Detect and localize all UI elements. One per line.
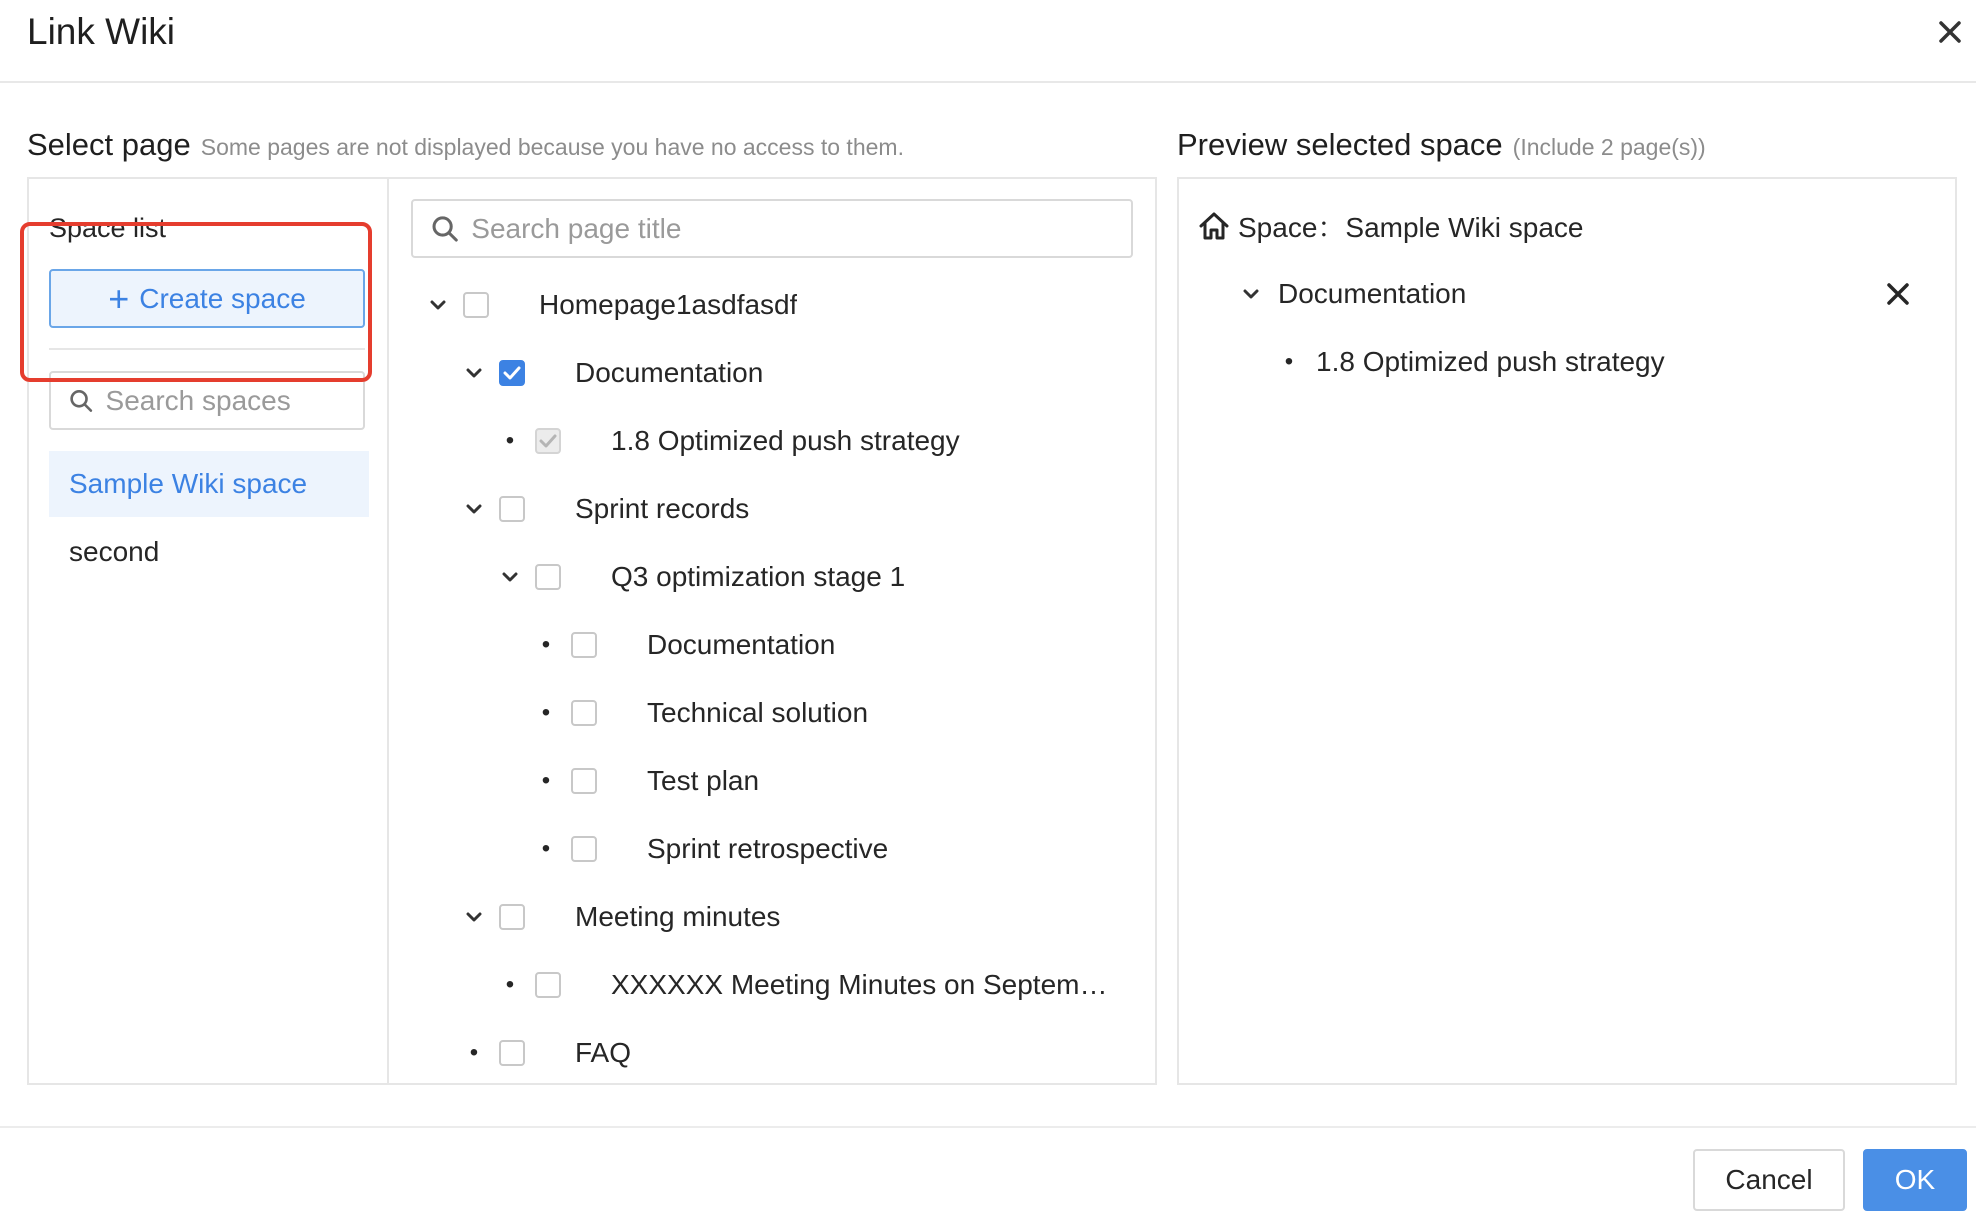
chevron-down-icon <box>502 571 518 583</box>
access-hint: Some pages are not displayed because you have no access to them. <box>200 134 904 160</box>
page-checkbox[interactable] <box>499 1040 525 1066</box>
footer-divider <box>0 1126 1976 1128</box>
expand-toggle[interactable] <box>497 564 523 590</box>
close-icon <box>1930 12 1970 52</box>
expand-toggle[interactable] <box>461 496 487 522</box>
bullet: • <box>541 699 551 726</box>
tree-row-meeting-minutes <box>461 883 780 951</box>
tree-row-homepage <box>425 271 797 339</box>
expand-toggle[interactable] <box>425 292 451 318</box>
page-checkbox[interactable] <box>571 700 597 726</box>
bullet: • <box>505 427 515 454</box>
check-icon <box>503 366 521 380</box>
tree-row-technical-solution <box>533 679 868 747</box>
page-checkbox[interactable] <box>535 972 561 998</box>
expand-toggle[interactable] <box>461 904 487 930</box>
bullet: • <box>469 1039 479 1066</box>
preview-heading <box>1177 125 1706 167</box>
tree-row-label: 1.8 Optimized push strategy <box>611 425 960 456</box>
space-item-sample-wiki[interactable]: Sample Wiki space <box>49 451 369 517</box>
page-search-input[interactable] <box>471 213 1131 245</box>
space-search-input[interactable] <box>106 385 363 417</box>
dialog-title: Link Wiki <box>27 11 176 52</box>
bullet: • <box>541 767 551 794</box>
tree-row-label: XXXXXX Meeting Minutes on Septem… <box>611 969 1108 1000</box>
tree-row-label: Test plan <box>647 765 760 796</box>
tree-row-documentation <box>461 339 763 407</box>
create-space-label: Create space <box>139 282 306 314</box>
bullet: • <box>541 631 551 658</box>
preview-space-label: Space：Sample Wiki space <box>1238 212 1584 243</box>
page-checkbox-disabled <box>535 428 561 454</box>
preview-title: Preview selected space <box>1177 127 1503 162</box>
search-icon <box>69 387 94 415</box>
preview-count: (Include 2 page(s)) <box>1512 134 1706 160</box>
expand-toggle[interactable] <box>461 360 487 386</box>
remove-node-button[interactable] <box>1880 276 1916 312</box>
tree-row-push-strategy <box>497 407 960 475</box>
expand-toggle[interactable] <box>1238 281 1264 307</box>
page-checkbox[interactable] <box>535 564 561 590</box>
check-icon <box>539 434 557 448</box>
page-checkbox[interactable] <box>571 768 597 794</box>
tree-row-meeting-sept <box>497 951 1107 1019</box>
page-checkbox[interactable] <box>463 292 489 318</box>
bullet: • <box>505 971 515 998</box>
page-search-field[interactable] <box>411 199 1133 258</box>
tree-row-label: Sprint retrospective <box>647 833 889 864</box>
tree-row-label: Q3 optimization stage 1 <box>611 561 906 592</box>
ok-button[interactable]: OK <box>1863 1149 1967 1211</box>
tree-row-faq <box>461 1019 631 1087</box>
home-icon <box>1198 211 1230 241</box>
preview-space-row <box>1198 204 1583 248</box>
tree-row-q3-documentation <box>533 611 835 679</box>
chevron-down-icon <box>466 367 482 379</box>
preview-node-row <box>1238 272 1466 316</box>
tree-row-label: Sprint records <box>575 493 750 524</box>
preview-child-row <box>1276 340 1665 384</box>
tree-row-sprint-retrospective <box>533 815 888 883</box>
highlight-box <box>20 222 372 382</box>
tree-row-label: Homepage1asdfasdf <box>539 289 798 320</box>
tree-row-label: Documentation <box>647 629 836 660</box>
chevron-down-icon <box>466 503 482 515</box>
tree-row-q3-optimization <box>497 543 905 611</box>
page-checkbox[interactable] <box>571 836 597 862</box>
dialog-header <box>0 0 1976 83</box>
select-page-heading <box>27 125 904 167</box>
space-item-second[interactable]: second <box>69 536 160 567</box>
page-checkbox[interactable] <box>499 904 525 930</box>
bullet: • <box>541 835 551 862</box>
page-checkbox[interactable] <box>571 632 597 658</box>
preview-node-label: Documentation <box>1278 278 1467 309</box>
plus-icon: + <box>108 277 130 319</box>
chevron-down-icon <box>430 299 446 311</box>
panel-divider <box>387 179 389 1083</box>
page-checkbox-checked[interactable] <box>499 360 525 386</box>
select-page-title: Select page <box>27 127 191 162</box>
tree-row-label: Technical solution <box>647 697 869 728</box>
bullet: • <box>1284 348 1294 375</box>
close-button[interactable] <box>1930 12 1970 52</box>
tree-row-label: FAQ <box>575 1037 632 1068</box>
page-checkbox[interactable] <box>499 496 525 522</box>
tree-row-test-plan <box>533 747 759 815</box>
cancel-button[interactable]: Cancel <box>1693 1149 1845 1211</box>
tree-row-label: Meeting minutes <box>575 901 781 932</box>
preview-child-label: 1.8 Optimized push strategy <box>1316 346 1665 377</box>
search-icon <box>431 214 459 244</box>
tree-row-sprint-records <box>461 475 749 543</box>
chevron-down-icon <box>1243 288 1259 300</box>
remove-icon <box>1880 276 1916 312</box>
space-list-label: Space list <box>49 213 167 243</box>
tree-row-label: Documentation <box>575 357 764 388</box>
chevron-down-icon <box>466 911 482 923</box>
